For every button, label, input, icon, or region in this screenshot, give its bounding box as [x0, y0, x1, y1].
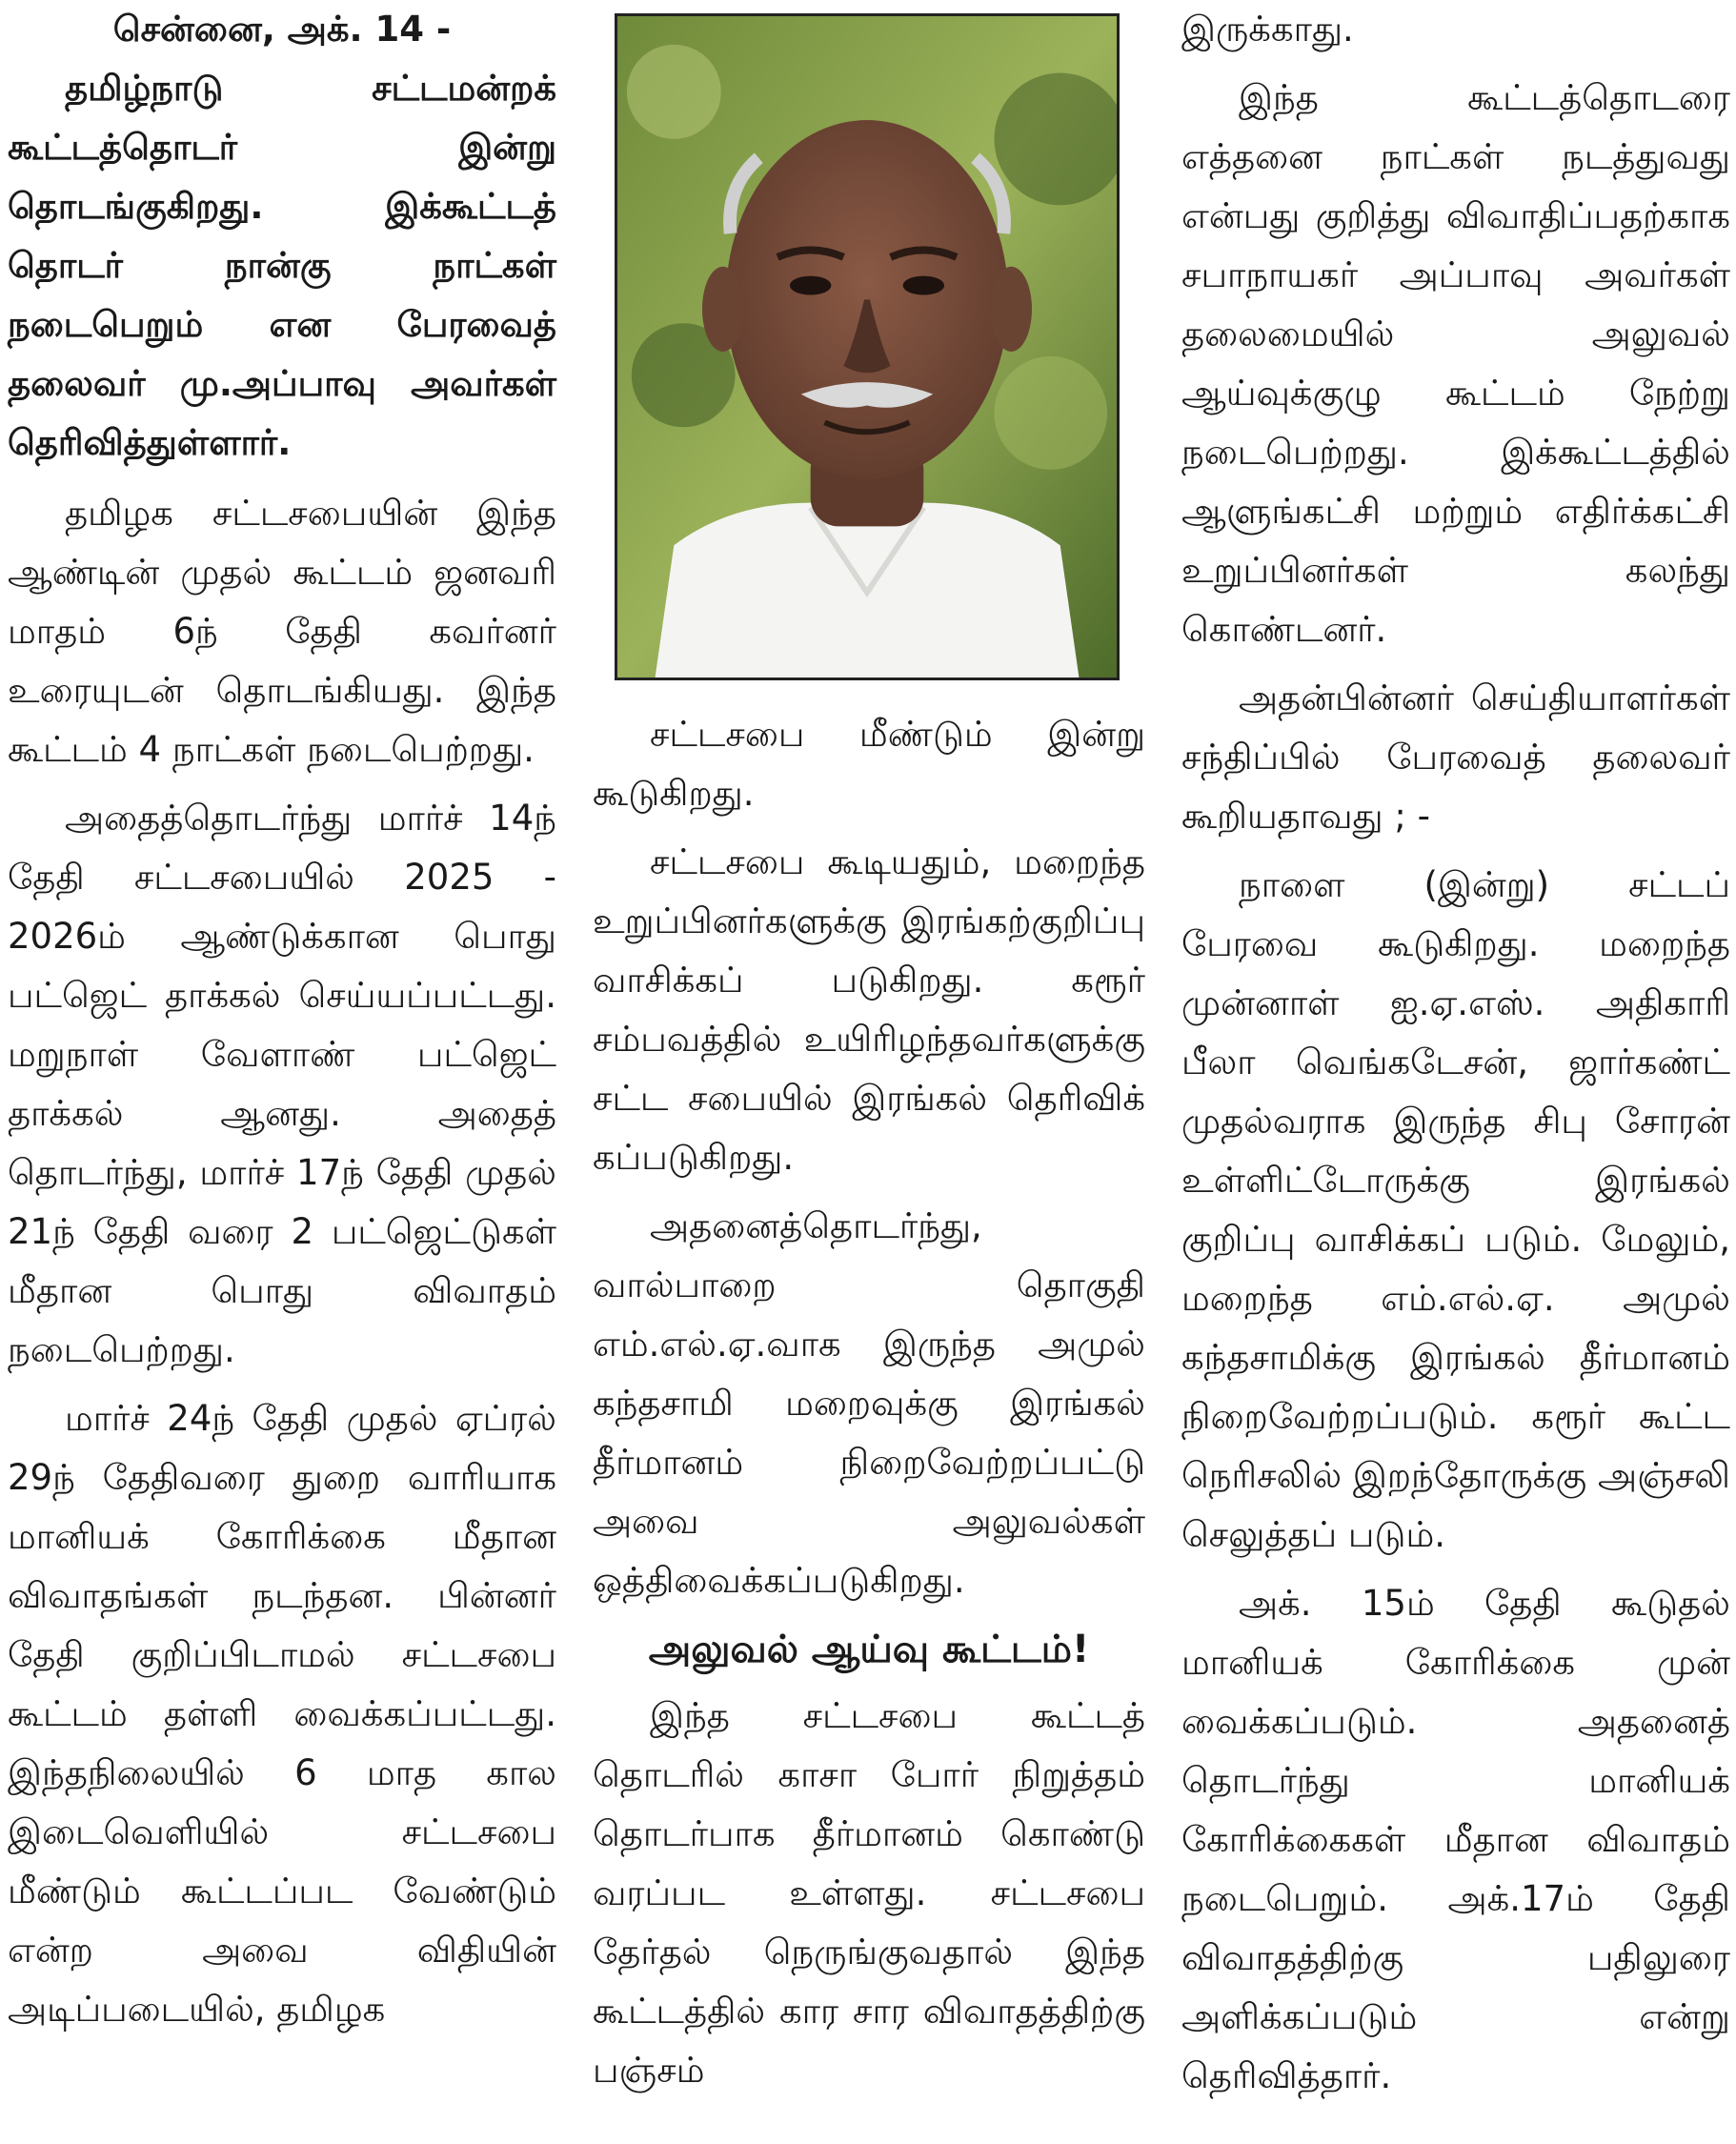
- article-column-3: [1181, 0, 1730, 2115]
- paragraph: இந்த சட்டசபை கூட்டத் தொடரில் காசா போர் நிறுத்தம் தொடர்பாக தீர்மானம் கொண்டு வரப்பட உள்ளது. சட்டசபை தேர்தல் நெருங்குவதால் இந்த கூட்டத்தில் கார சார விவாதத்திற்கு பஞ்சம்: [593, 1695, 1145, 2091]
- paragraph: சட்டசபை மீண்டும் இன்று கூடுகிறது.: [593, 714, 1145, 814]
- lead-paragraph: தமிழ்நாடு சட்டமன்றக் கூட்டத்தொடர் இன்று தொடங்குகிறது. இக்கூட்டத் தொடர் நான்கு நாட்கள் நடைபெறும் என பேரவைத் தலைவர் மு.அப்பாவு அவர்கள் தெரிவித்துள்ளார்.: [8, 68, 556, 463]
- paragraph: மார்ச் 24ந் தேதி முதல் ஏப்ரல் 29ந் தேதிவரை துறை வாரியாக மானியக் கோரிக்கை மீதான விவாதங்கள் நடந்தன. பின்னர் தேதி குறிப்பிடாமல் சட்டசபை கூட்டம் தள்ளி வைக்கப்பட்டது. இந்தநிலையில் 6 மாத கால இடைவெளியில் சட்டசபை மீண்டும் கூட்டப்பட வேண்டும் என்ற அவை விதியின் அடிப்படையில், தமிழக: [8, 1398, 556, 2030]
- article-column-1: [8, 0, 556, 2049]
- paragraph: நாளை (இன்று) சட்டப் பேரவை கூடுகிறது. மறைந்த முன்னாள் ஐ.ஏ.எஸ். அதிகாரி பீலா வெங்கடேசன், ஜார்கண்ட் முதல்வராக இருந்த சிபு சோரன் உள்ளிட்டோருக்கு இரங்கல் குறிப்பு வாசிக்கப் படும். மேலும், மறைந்த எம்.எல்.ஏ. அமுல் கந்தசாமிக்கு இரங்கல் தீர்மானம் நிறைவேற்றப்படும். கரூர் கூட்ட நெரிசலில் இறந்தோருக்கு அஞ்சலி செலுத்தப் படும்.: [1181, 864, 1730, 1555]
- speaker-portrait-photo: [615, 13, 1120, 680]
- paragraph: சட்டசபை கூடியதும், மறைந்த உறுப்பினர்களுக்கு இரங்கற்குறிப்பு வாசிக்கப் படுகிறது. கரூர் சம்பவத்தில் உயிரிழந்தவர்களுக்கு சட்ட சபையில் இரங்கல் தெரிவிக் கப்படுகிறது.: [593, 841, 1145, 1178]
- paragraph: அதன்பின்னர் செய்தியாளர்கள் சந்திப்பில் பேரவைத் தலைவர் கூறியதாவது ; -: [1181, 678, 1730, 837]
- dateline: சென்னை, அக். 14 -: [112, 9, 452, 50]
- paragraph: அக். 15ம் தேதி கூடுதல் மானியக் கோரிக்கை முன் வைக்கப்படும். அதனைத் தொடர்ந்து மானியக் கோரிக்கைகள் மீதான விவாதம் நடைபெறும். அக்.17ம் தேதி விவாதத்திற்கு பதிலுரை அளிக்கப்படும் என்று தெரிவித்தார்.: [1181, 1583, 1730, 2096]
- subheading: அலுவல் ஆய்வு கூட்டம்!: [648, 1628, 1090, 1671]
- paragraph: இந்த கூட்டத்தொடரை எத்தனை நாட்கள் நடத்துவது என்பது குறித்து விவாதிப்பதற்காக சபாநாயகர் அப்பாவு அவர்கள் தலைமையில் அலுவல் ஆய்வுக்குழு கூட்டம் நேற்று நடைபெற்றது. இக்கூட்டத்தில் ஆளுங்கட்சி மற்றும் எதிர்க்கட்சி உறுப்பினர்கள் கலந்து கொண்டனர்.: [1181, 77, 1730, 650]
- paragraph: தமிழக சட்டசபையின் இந்த ஆண்டின் முதல் கூட்டம் ஜனவரி மாதம் 6ந் தேதி கவர்னர் உரையுடன் தொடங்கியது. இந்த கூட்டம் 4 நாட்கள் நடைபெற்றது.: [8, 493, 556, 770]
- portrait-image: [617, 16, 1117, 678]
- paragraph: அதைத்தொடர்ந்து மார்ச் 14ந் தேதி சட்டசபையில் 2025 - 2026ம் ஆண்டுக்கான பொது பட்ஜெட் தாக்கல் செய்யப்பட்டது. மறுநாள் வேளாண் பட்ஜெட் தாக்கல் ஆனது. அதைத் தொடர்ந்து, மார்ச் 17ந் தேதி முதல் 21ந் தேதி வரை 2 பட்ஜெட்டுகள் மீதான பொது விவாதம் நடைபெற்றது.: [8, 798, 556, 1370]
- paragraph: இருக்காது.: [1181, 9, 1354, 50]
- paragraph: அதனைத்தொடர்ந்து, வால்பாறை தொகுதி எம்.எல்.ஏ.வாக இருந்த அமுல் கந்தசாமி மறைவுக்கு இரங்கல் தீர்மானம் நிறைவேற்றப்பட்டு அவை அலுவல்கள் ஒத்திவைக்கப்படுகிறது.: [593, 1205, 1145, 1601]
